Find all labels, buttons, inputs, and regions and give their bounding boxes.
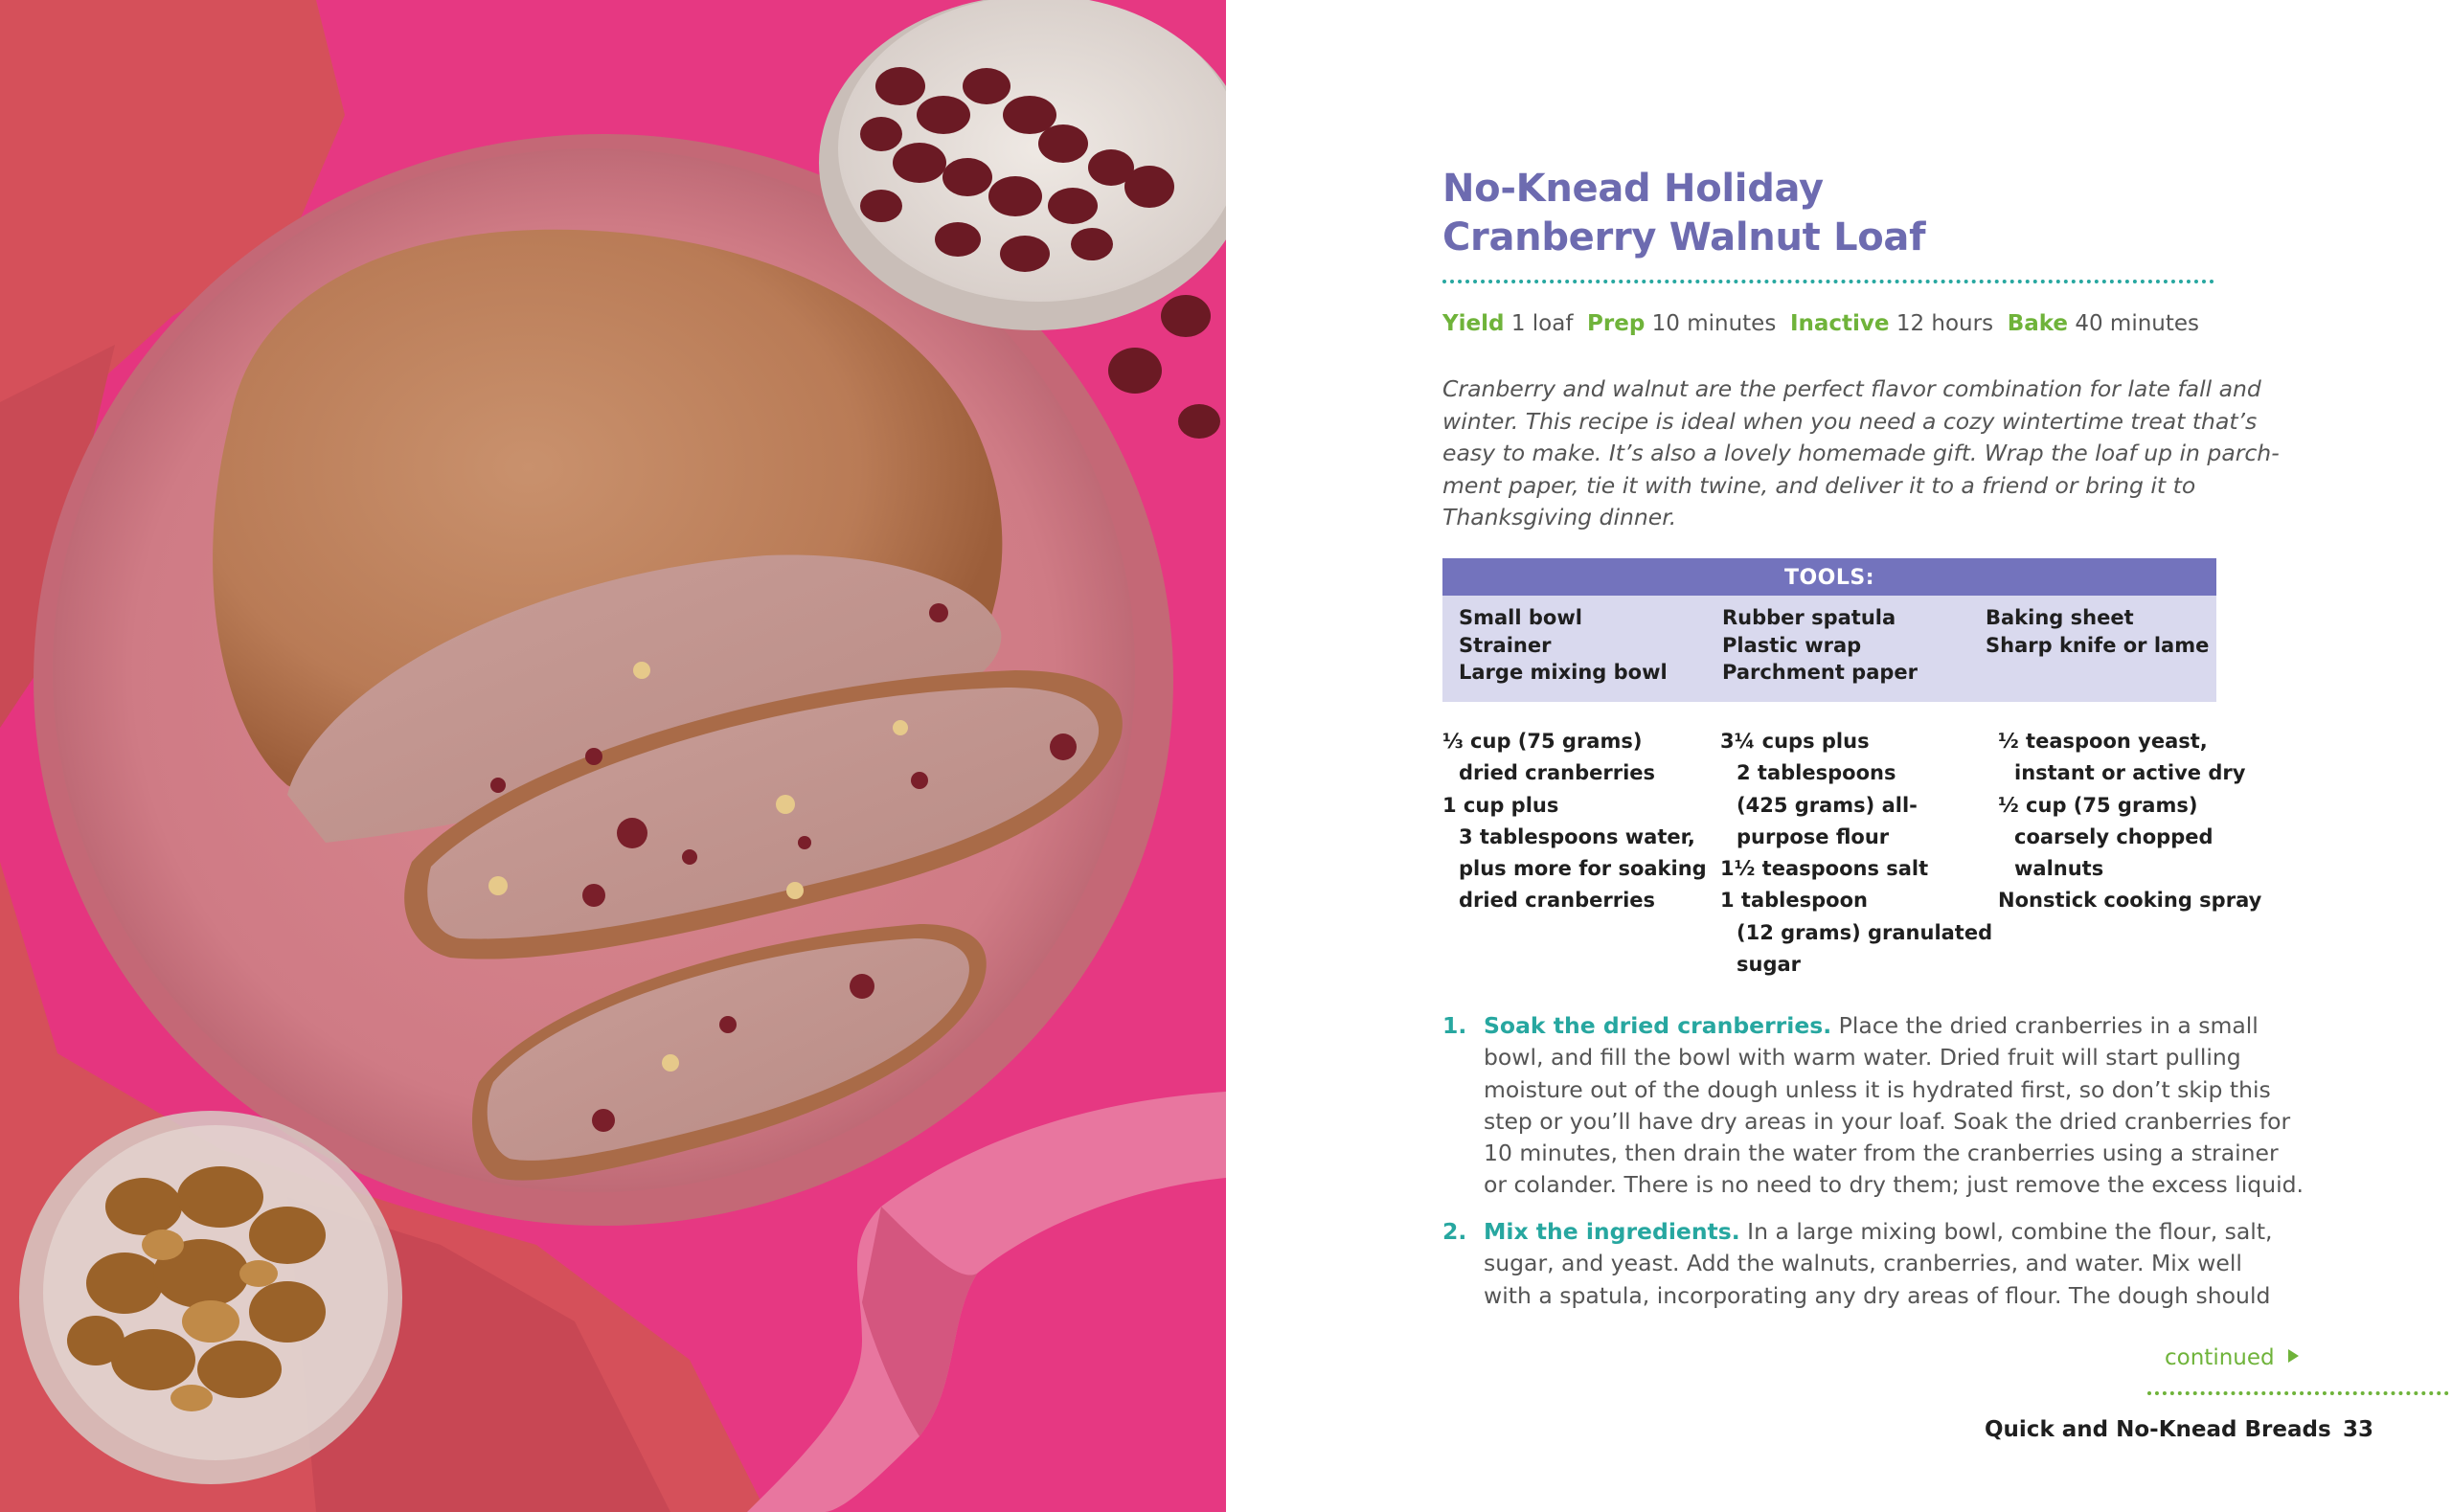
recipe-title-line-1: No-Knead Holiday xyxy=(1442,167,1824,211)
step-line: Place the dried cranberries in a small xyxy=(1831,1012,2259,1039)
tools-box xyxy=(1442,558,2216,702)
tools-heading: TOOLS: xyxy=(1442,558,2216,596)
ingredient-line: purpose flour xyxy=(1737,824,1890,848)
step-number: 1. xyxy=(1442,1012,1467,1039)
bake-label: Bake xyxy=(2007,311,2069,336)
inactive-value: 12 hours xyxy=(1896,311,1994,336)
tool-item: Large mixing bowl xyxy=(1459,661,1668,684)
yield-label: Yield xyxy=(1442,311,1505,336)
triangle-right-icon xyxy=(2288,1349,2299,1363)
step-heading: Mix the ingredients. xyxy=(1484,1218,1740,1245)
inactive-label: Inactive xyxy=(1789,311,1890,336)
ingredient-line: 3¼ cups plus xyxy=(1720,730,1870,753)
ingredients-column-3 xyxy=(1998,726,2261,917)
prep-value: 10 minutes xyxy=(1651,311,1777,336)
intro-line: easy to make. It’s also a lovely homemade gift. Wrap the loaf up in parch- xyxy=(1442,440,2280,466)
ingredient-line: walnuts xyxy=(2014,857,2104,881)
ingredient-line: plus more for soaking xyxy=(1459,857,1707,881)
step-line: step or you’ll have dry areas in your loaf. Soak the dried cranberries for xyxy=(1484,1107,2291,1135)
footer-section-title: Quick and No-Knead Breads xyxy=(1985,1417,2331,1442)
ingredient-line: dried cranberries xyxy=(1459,761,1656,785)
ingredient-line: coarsely chopped xyxy=(2014,824,2214,848)
ingredient-line: instant or active dry xyxy=(2014,761,2246,785)
step-line: bowl, and fill the bowl with warm water. Dried fruit will start pulling xyxy=(1484,1044,2241,1072)
tool-item: Strainer xyxy=(1459,633,1552,657)
intro-line: Cranberry and walnut are the perfect flavor combination for late fall and xyxy=(1442,375,2261,402)
step-line: In a large mixing bowl, combine the flour, salt, xyxy=(1739,1218,2273,1245)
step-line: or colander. There is no need to dry them; just remove the excess liquid. xyxy=(1484,1171,2304,1199)
title-divider xyxy=(1442,280,2214,283)
ingredient-line: ½ teaspoon yeast, xyxy=(1998,730,2208,753)
ingredient-line: Nonstick cooking spray xyxy=(1998,889,2262,913)
tool-item: Small bowl xyxy=(1459,606,1582,629)
tools-column-1 xyxy=(1459,604,1668,687)
recipe-page xyxy=(1226,0,2452,1512)
step-line: 10 minutes, then drain the water from the cranberries using a strainer xyxy=(1484,1140,2279,1167)
ingredient-line: 1½ teaspoons salt xyxy=(1720,857,1929,881)
yield-value: 1 loaf xyxy=(1510,311,1574,336)
tool-item: Sharp knife or lame xyxy=(1986,633,2210,657)
continued-label: continued xyxy=(2165,1345,2275,1370)
ingredients-column-1 xyxy=(1442,726,1707,917)
recipe-intro xyxy=(1442,373,2280,534)
intro-line: Thanksgiving dinner. xyxy=(1442,504,1677,530)
ingredient-line: sugar xyxy=(1737,953,1802,977)
ingredient-line: 1 cup plus xyxy=(1442,793,1559,817)
tool-item: Parchment paper xyxy=(1722,661,1918,684)
tool-item: Baking sheet xyxy=(1986,606,2134,629)
page-number: 33 xyxy=(2343,1417,2374,1442)
ingredient-line: ½ cup (75 grams) xyxy=(1998,793,2198,817)
step-heading: Soak the dried cranberries. xyxy=(1484,1012,1832,1039)
step-line: sugar, and yeast. Add the walnuts, cranberries, and water. Mix well xyxy=(1484,1250,2242,1277)
ingredient-line: 3 tablespoons water, xyxy=(1459,824,1695,848)
step-line: moisture out of the dough unless it is hydrated first, so don’t skip this xyxy=(1484,1075,2271,1103)
recipe-title xyxy=(1442,165,2113,262)
ingredients-column-2 xyxy=(1720,726,1992,981)
intro-line: ment paper, tie it with twine, and deliver it to a friend or bring it to xyxy=(1442,471,2196,499)
ingredient-line: ⅓ cup (75 grams) xyxy=(1442,730,1643,753)
step-body xyxy=(1484,1010,2304,1202)
recipe-meta xyxy=(1442,311,2199,336)
bake-value: 40 minutes xyxy=(2075,311,2200,336)
ingredient-line: 1 tablespoon xyxy=(1720,889,1868,913)
step-number: 2. xyxy=(1442,1218,1467,1245)
ingredient-line: dried cranberries xyxy=(1459,889,1656,913)
footer-divider xyxy=(2147,1391,2452,1395)
step-line: with a spatula, incorporating any dry areas of flour. The dough should xyxy=(1484,1281,2271,1309)
tool-item: Plastic wrap xyxy=(1722,633,1862,657)
intro-line: winter. This recipe is ideal when you need a cozy wintertime treat that’s xyxy=(1442,407,2258,435)
recipe-title-line-2: Cranberry Walnut Loaf xyxy=(1442,215,1926,260)
ingredient-line: (425 grams) all- xyxy=(1737,793,1918,817)
ingredient-line: 2 tablespoons xyxy=(1737,761,1896,785)
prep-label: Prep xyxy=(1587,311,1646,336)
tool-item: Rubber spatula xyxy=(1722,606,1896,629)
step-body xyxy=(1484,1216,2273,1312)
ingredient-line: (12 grams) granulated xyxy=(1737,920,1993,944)
tools-column-3 xyxy=(1986,604,2209,659)
continued-indicator xyxy=(2165,1345,2299,1370)
tools-column-2 xyxy=(1722,604,1918,687)
